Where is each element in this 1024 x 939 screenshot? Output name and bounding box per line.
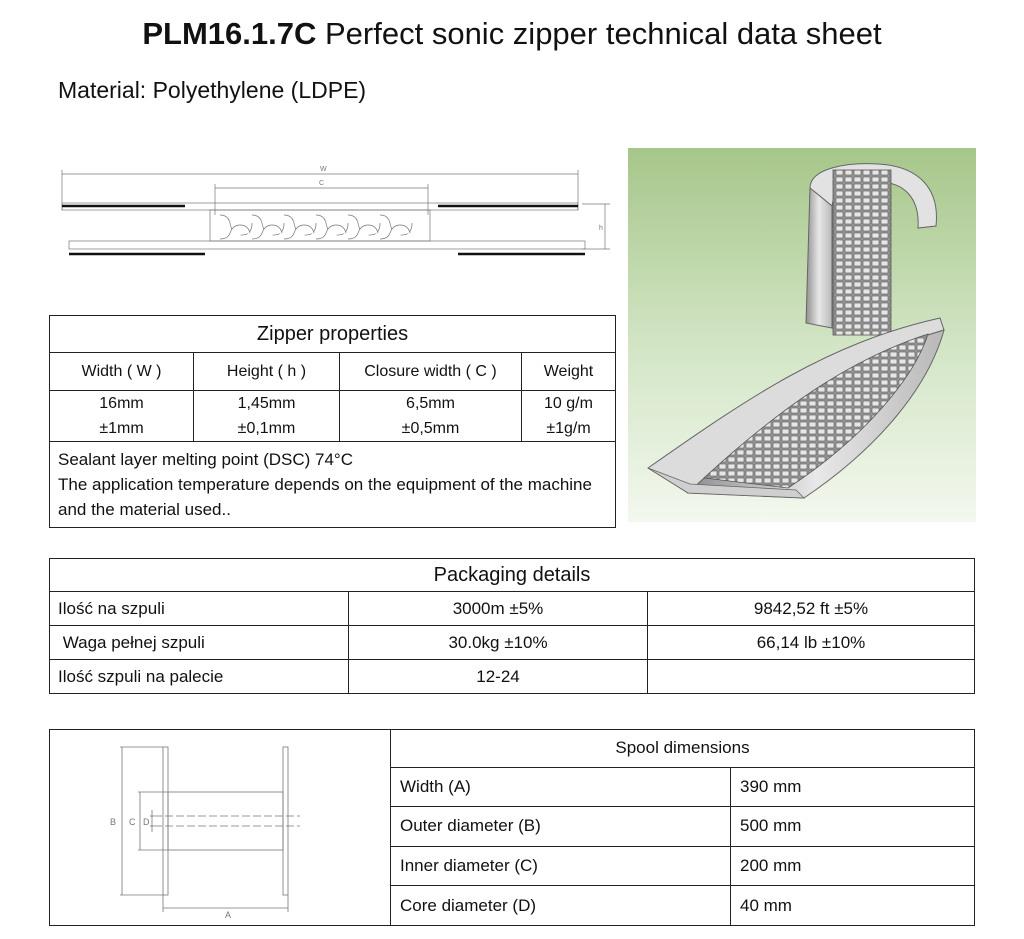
zipper-product-image	[628, 148, 976, 522]
header-height: Height ( h )	[194, 353, 340, 391]
header-width: Width ( W )	[50, 353, 194, 391]
model-code: PLM16.1.7C	[142, 16, 317, 51]
zipper-note	[50, 442, 616, 528]
cell-height	[194, 391, 340, 442]
zipper-properties-caption: Zipper properties	[50, 316, 616, 353]
row-imperial	[648, 660, 975, 694]
label-d: D	[143, 817, 150, 827]
row-value: 40 mm	[731, 886, 975, 926]
cell-closure-width	[340, 391, 522, 442]
zipper-properties-table	[49, 315, 616, 528]
label-c: C	[319, 180, 325, 187]
table-row	[50, 660, 975, 694]
label-b: B	[110, 817, 117, 827]
spool-dimensions-table	[49, 729, 975, 926]
packaging-caption: Packaging details	[50, 559, 975, 592]
row-metric: 12-24	[349, 660, 648, 694]
row-value: 390 mm	[731, 767, 975, 807]
row-label: Ilość na szpuli	[50, 592, 349, 626]
temperature-note: The application temperature depends on the equipment of the machine and the material used..	[58, 475, 592, 519]
title-text: Perfect sonic zipper technical data sheet	[316, 16, 882, 51]
label-w: W	[320, 166, 327, 173]
zipper-cross-section-drawing	[55, 160, 615, 275]
tolerance-width: ±1mm	[99, 420, 144, 437]
row-value: 200 mm	[731, 846, 975, 886]
spool-drawing-cell	[50, 730, 391, 926]
label-c: C	[129, 817, 136, 827]
value-weight: 10 g/m	[544, 395, 593, 412]
table-row	[50, 626, 975, 660]
row-imperial: 9842,52 ft ±5%	[648, 592, 975, 626]
tolerance-height: ±0,1mm	[237, 420, 296, 437]
row-label: Ilość szpuli na palecie	[50, 660, 349, 694]
cell-weight	[522, 391, 616, 442]
material-line: Material: Polyethylene (LDPE)	[58, 77, 367, 103]
value-width: 16mm	[99, 395, 144, 412]
value-height: 1,45mm	[237, 395, 296, 412]
row-label: Width (A)	[391, 767, 731, 807]
cell-width	[50, 391, 194, 442]
value-closure-width: 6,5mm	[406, 395, 455, 412]
row-metric: 30.0kg ±10%	[349, 626, 648, 660]
table-row	[50, 592, 975, 626]
spool-caption: Spool dimensions	[391, 730, 975, 768]
melting-point-note: Sealant layer melting point (DSC) 74°C	[58, 450, 353, 469]
row-metric: 3000m ±5%	[349, 592, 648, 626]
header-weight: Weight	[522, 353, 616, 391]
row-label: Core diameter (D)	[391, 886, 731, 926]
row-value: 500 mm	[731, 807, 975, 847]
row-label: Inner diameter (C)	[391, 846, 731, 886]
row-imperial: 66,14 lb ±10%	[648, 626, 975, 660]
label-h: h	[599, 225, 603, 232]
tolerance-weight: ±1g/m	[546, 420, 591, 437]
tolerance-closure-width: ±0,5mm	[401, 420, 460, 437]
packaging-details-table	[49, 558, 975, 694]
row-label: Waga pełnej szpuli	[50, 626, 349, 660]
row-label: Outer diameter (B)	[391, 807, 731, 847]
label-a: A	[225, 910, 232, 920]
header-closure-width: Closure width ( C )	[340, 353, 522, 391]
spool-drawing	[50, 730, 390, 920]
page-title	[0, 14, 1024, 54]
